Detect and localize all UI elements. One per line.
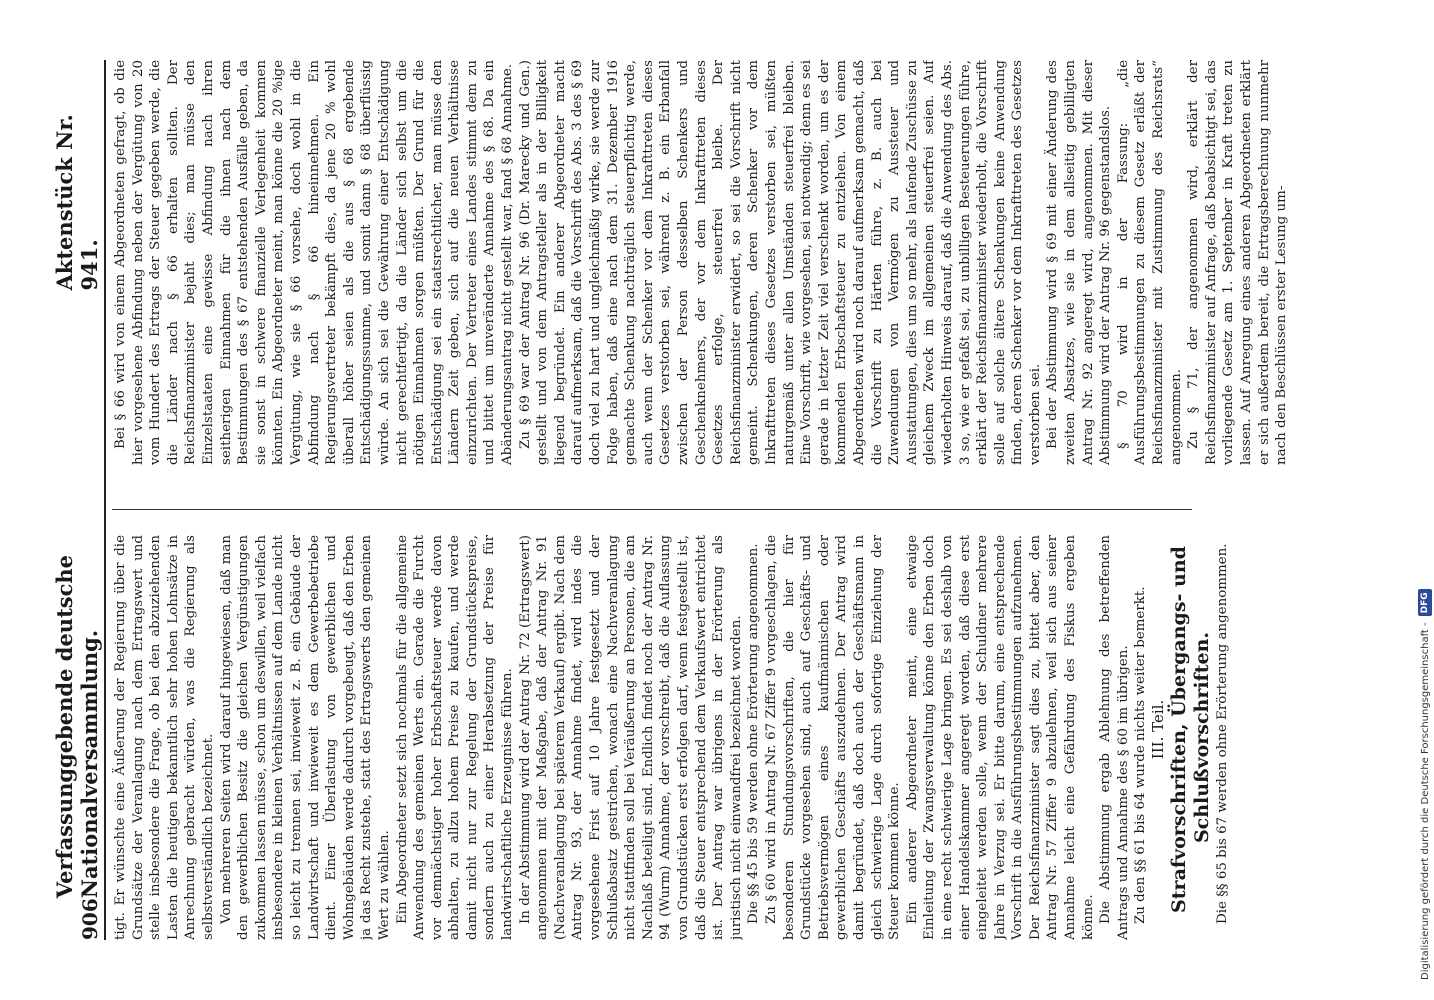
paragraph: Zu den §§ 61 bis 64 wurde nichts weiter bemerkt. [1133,586,1149,924]
paragraph: § 70 wird in der Fassung: „die Ausführungsbestimmungen zu diesem Gesetz erläßt der Reichsfinanzminister mit Zustimmung des Reichsrats“ angenommen. [1115,60,1184,465]
left-column [112,535,1372,940]
paragraph: Die §§ 45 bis 59 werden ohne Erörterung angenommen. [746,543,762,924]
document-number: Aktenstück Nr. 941. [52,114,102,291]
paragraph: Zu § 69 war der Antrag Nr. 96 (Dr. Marecky und Gen.) gestellt und von dem Antragsteller als in der Billigkeit liegend begründet. Ein anderer Abgeordneter macht darauf aufmerksam, daß die Vorschrift des Abs. 3 des § 69 doch viel zu hart und ungleichmäßig wirke, sie werde zur Folge haben, daß eine nach dem 31. Dezember 1916 gemachte Schenkung nachträglich steuerpflichtig werde, auch wenn der Schenker vor dem Inkrafttreten dieses Gesetzes verstorben sei, während z. B. ein Erbanfall zwischen der Person desselben Schenkers und Geschenknehmers, der vor dem Inkrafttreten dieses Gesetzes erfolge, steuerfrei bleibe. Der Reichsfinanzminister erwidert, so sei die Vorschrift nicht gemeint. Schenkungen, deren Schenker vor dem Inkrafttreten dieses Gesetzes verstorben sei, müßten naturgemäß unter allen Umständen steuerfrei bleiben. Eine Vorschrift, wie vorgesehen, sei notwendig; denn es sei gerade in letzter Zeit viel verschenkt worden, um es der kommenden Erbschaftsteuer zu entziehen. Von einem Abgeordneten wird noch darauf aufmerksam gemacht, daß die Vorschrift zu Härten führe, z. B. auch bei Zuwendungen von Vermögen zu Aussteuer und Ausstattungen, dies um so mehr, als laufende Zuschüsse zu gleichem Zweck im allgemeinen steuerfrei seien. Auf wiederholten Hinweis darauf, daß die Anwendung des Abs. 3 so, wie er gefaßt sei, zu unbilligen Besteuerungen führe, erklärt der Reichsfinanzminister wiederholt, die Vorschrift solle auf solche ältere Schenkungen keine Anwendung finden, deren Schenker vor dem Inkrafttreten des Gesetzes verstorben sei. [517,60,1043,465]
digitization-credit [1416,20,1434,980]
credit-text: Digitalisierung gefördert durch die Deutsche Forschungsgemeinschaft - [1419,622,1431,980]
page-number: 906 [78,898,102,940]
section-title: Strafvorschriften, Übergangs- und Schlußvorschriften. [1167,546,1213,913]
dfg-logo: DFG [1418,589,1432,616]
paragraph: Ein Abgeordneter setzt sich nochmals für die allgemeine Anwendung des gemeinen Werts ein. Gerade die Furcht vor demnächstiger hoher Erbschaftsteuer werde davon abhalten, zu allzu hohem Preise zu kaufen, und werde damit nicht nur zur Regelung der Grundstückspreise, sondern auch zu einer Herabsetzung der Preise für landwirtschaftliche Erzeugnisse führen. [394,535,516,940]
paragraph: tigt. Er wünschte eine Äußerung der Regierung über die Grundsätze der Veranlagung nach dem Ertragswert und stelle insbesondere die Frage, ob bei den abzuziehenden Lasten die heutigen bekanntlich sehr hohen Lohnsätze in Anrechnung gebracht würden, was die Regierung als selbstverständlich bezeichnet. [113,535,216,940]
column-divider [112,509,1192,510]
paragraph: Zu § 60 wird in Antrag Nr. 67 Ziffer 9 vorgeschlagen, die besonderen Stundungsvorschriften, die hier für Grundstücke vorgesehen sind, auch auf Geschäfts- und Betriebsvermögen eines kaufmännischen oder gewerblichen Geschäfts auszudehnen. Der Antrag wird damit begründet, daß doch auch der Geschäftsmann in gleich schwierige Lage durch sofortige Einziehung der Steuer kommen könne. [763,535,903,940]
right-column [112,60,1372,465]
part-heading: III. Teil. [1149,699,1168,760]
paragraph: Ein anderer Abgeordneter meint, eine etwaige Einleitung der Zwangsverwaltung könne den Erben doch in eine recht schwierige Lage bringen. Es sei deshalb von einer Handelskammer angeregt worden, daß diese erst eingeleitet werden solle, wenn der Schuldner mehrere Jahre in Verzug sei. Er bitte darum, eine entsprechende Vorschrift in die Ausführungsbestimmungen aufzunehmen. Der Reichsfinanzminister sagt dies zu, bittet aber, den Antrag Nr. 57 Ziffer 9 abzulehnen, weil sich aus seiner Annahme leicht eine Gefährdung des Fiskus ergeben könne. [904,535,1096,940]
paragraph: Zu § 71, der angenommen wird, erklärt der Reichsfinanzminister auf Anfrage, daß beabsichtigt sei, das vorliegende Gesetz am 1. September in Kraft treten zu lassen. Auf Anregung eines anderen Abgeordneten erklärt er sich außerdem bereit, die Ertragsberechnung nunmehr nach den Beschlüssen erster Lesung um- [1186,60,1290,465]
paragraph: Die Abstimmung ergab Ablehnung des betreffenden Antrags und Annahme des § 60 im übrigen. [1098,535,1131,940]
page-header [52,60,106,940]
journal-title: Verfassunggebende deutsche Nationalversammlung. [52,554,102,899]
paragraph: Die §§ 65 bis 67 werden ohne Erörterung angenommen. [1214,543,1230,924]
paragraph: Bei der Abstimmung wird § 69 mit einer Änderung des zweiten Absatzes, wie sie in dem allseitig gebilligten Antrag Nr. 92 angeregt wird, angenommen. Mit dieser Abstimmung wird der Antrag Nr. 96 gegenstandslos. [1045,60,1114,465]
paragraph: In der Abstimmung wird der Antrag Nr. 72 (Ertragswert) angenommen mit der Maßgabe, daß der Antrag Nr. 91 (Nachveranlagung bei späterem Verkauf) ergibt. Nach dem Antrag Nr. 93, der Annahme findet, wird indes die vorgesehene Frist auf 10 Jahre festgesetzt und der Schlußabsatz gestrichen, wonach eine Nachveranlagung nicht stattfinden soll bei Veräußerung an Personen, die am Nachlaß beteiligt sind. Endlich findet noch der Antrag Nr. 94 (Wurm) Annahme, der vorschreibt, daß die Auflassung von Grundstücken erst erfolgen darf, wenn festgestellt ist, daß die Steuer entsprechend dem Verkaufswert entrichtet ist. Der Antrag war übrigens in der Erörterung als juristisch nicht einwandfrei bezeichnet worden. [517,535,744,940]
paragraph: Bei § 66 wird von einem Abgeordneten gefragt, ob die hier vorgesehene Abfindung neben der Vergütung von 20 vom Hundert des Ertrags der Steuer gegeben werde, die die Länder nach § 66 erhalten sollten. Der Reichsfinanzminister bejaht dies; man müsse den Einzelstaaten eine gewisse Abfindung nach ihren seitherigen Einnahmen für die ihnen nach dem Bestimmungen des § 67 entstehenden Ausfälle geben, da sie sonst in schwere finanzielle Verlegenheit kommen könnten. Ein Abgeordneter meint, man könne die 20 %ige Vergütung, wie sie § 66 vorsehe, doch wohl in die Abfindung nach § 66 hineinnehmen. Ein Regierungsvertreter bekämpft dies, da jene 20 % wohl überall höher seien als die aus § 68 ergebende Entschädigungssumme, und somit dann § 68 überflüssig würde. An sich sei die Gewährung einer Entschädigung nicht gerechtfertigt, da die Länder sich selbst um die nötigen Einnahmen sorgen müßten. Der Grund für die Entschädigung sei ein staatsrechtlicher, man müsse den Ländern Zeit geben, sich auf die neuen Verhältnisse einzurichten. Der Vertreter eines Landes stimmt dem zu und bittet um unveränderte Annahme des § 68. Da ein Abänderungsantrag nicht gestellt war, fand § 68 Annahme. [113,60,516,465]
paragraph: Von mehreren Seiten wird darauf hingewiesen, daß man den gewerblichen Besitz die gleichen Vergünstigungen zukommen lassen müsse, schon um deswillen, weil vielfach insbesondere in kleinen Verhältnissen auf dem Lande nicht so leicht zu trennen sei, inwieweit z. B. ein Gebäude der Landwirtschaft und inwieweit es dem Gewerbebetriebe dient. Einer Überlastung von gewerblichen und Wohngebäuden werde dadurch vorgebeugt, daß den Erben ja das Recht zustehe, statt des Ertragswerts den gemeinen Wert zu wählen. [218,535,392,940]
